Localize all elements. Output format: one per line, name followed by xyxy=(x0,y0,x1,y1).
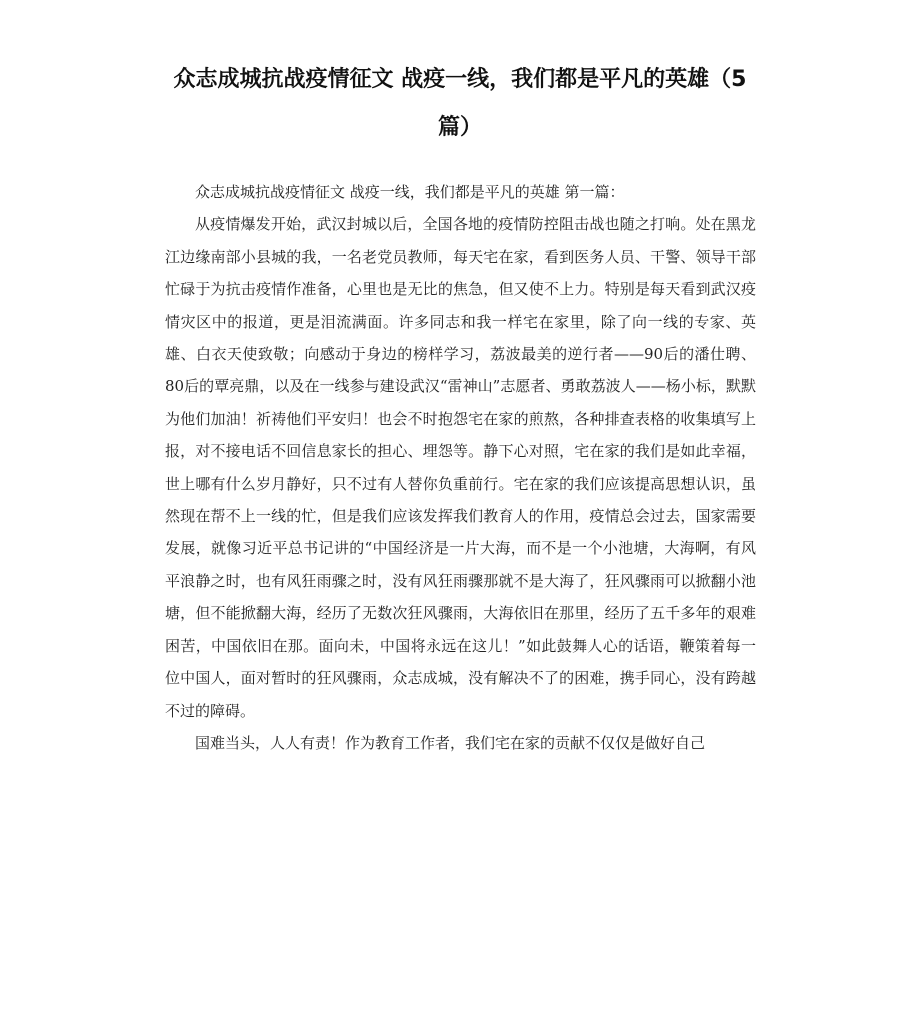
document-title: 众志成城抗战疫情征文 战疫一线，我们都是平凡的英雄（5篇） xyxy=(173,67,747,140)
paragraph-continuation: 国难当头，人人有责！作为教育工作者，我们宅在家的贡献不仅仅是做好自己 xyxy=(195,733,706,752)
document-body xyxy=(165,176,756,759)
paragraph-main: 从疫情爆发开始，武汉封城以后，全国各地的疫情防控阻击战也随之打响。处在黑龙江边缘南部小县城的我，一名老党员教师，每天宅在家，看到医务人员、干警、领导干部忙碌于为抗击疫情作准备，心里也是无比的焦急，但又使不上力。特别是每天看到武汉疫情灾区中的报道，更是泪流满面。许多同志和我一样宅在家里，除了向一线的专家、英雄、白衣天使致敬；向感动于身边的榜样学习，荔波最美的逆行者——90后的潘仕聘、80后的覃亮鼎，以及在一线参与建设武汉“雷神山”志愿者、勇敢荔波人——杨小标，默默为他们加油！祈祷他们平安归！也会不时抱怨宅在家的煎熬，各种排查表格的收集填写上报，对不接电话不回信息家长的担心、埋怨等。静下心对照，宅在家的我们是如此幸福，世上哪有什么岁月静好，只不过有人替你负重前行。宅在家的我们应该提高思想认识，虽然现在帮不上一线的忙，但是我们应该发挥我们教育人的作用，疫情总会过去，国家需要发展，就像习近平总书记讲的“中国经济是一片大海，而不是一个小池塘，大海啊，有风平浪静之时，也有风狂雨骤之时，没有风狂雨骤那就不是大海了，狂风骤雨可以掀翻小池塘，但不能掀翻大海，经历了无数次狂风骤雨，大海依旧在那里，经历了五千多年的艰难困苦，中国依旧在那。面向未，中国将永远在这儿！”如此鼓舞人心的话语，鞭策着每一位中国人，面对暂时的狂风骤雨，众志成城，没有解决不了的困难，携手同心，没有跨越不过的障碍。 xyxy=(165,215,756,720)
paragraph-heading: 众志成城抗战疫情征文 战疫一线，我们都是平凡的英雄 第一篇： xyxy=(195,183,625,201)
